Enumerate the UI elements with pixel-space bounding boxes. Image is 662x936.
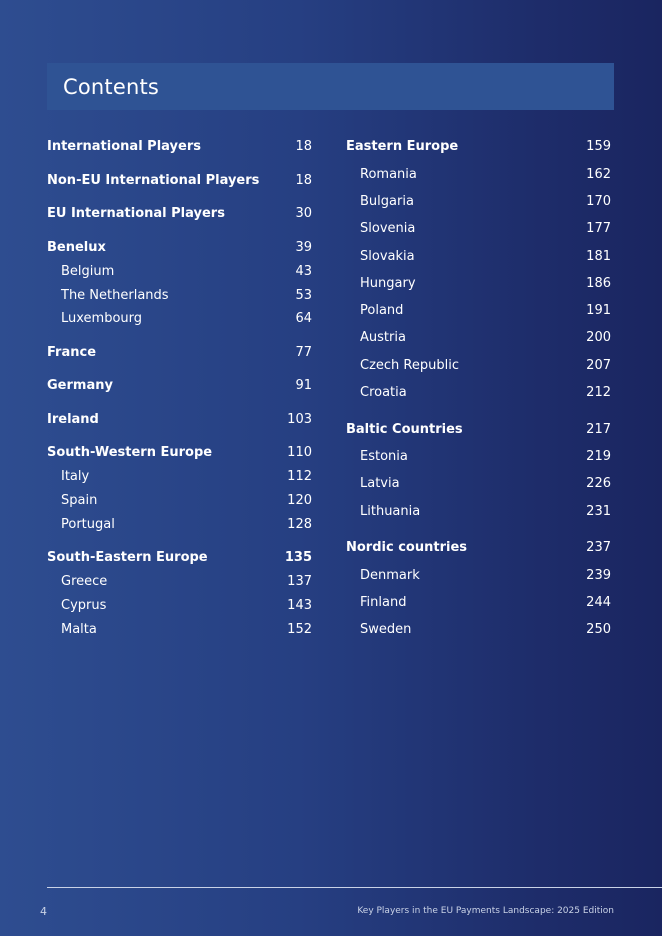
toc-label: Poland [360,302,404,318]
toc-subentry[interactable] [360,164,611,184]
toc-page: 43 [295,263,312,279]
toc-label: Eastern Europe [346,138,459,154]
footer-divider [47,887,662,888]
toc-subentry[interactable] [360,446,611,466]
toc-label: France [47,344,97,360]
toc-label: South-Western Europe [47,444,213,460]
toc-page: 112 [287,468,312,484]
toc-subentry[interactable] [360,382,611,402]
toc-subentry[interactable] [360,327,611,347]
toc-subentry[interactable] [360,300,611,320]
toc-page: 128 [287,516,312,532]
toc-label: South-Eastern Europe [47,549,208,565]
toc-page: 120 [287,492,312,508]
toc-page: 39 [295,239,312,255]
toc-entry[interactable] [346,537,611,557]
toc-page: 18 [295,138,312,154]
toc-label: Lithuania [360,503,421,519]
toc-page: 162 [586,166,611,182]
footer-publication-title: Key Players in the EU Payments Landscape: 2025 Edition [357,906,614,916]
toc-page: 135 [284,549,312,565]
toc-label: Romania [360,166,417,182]
toc-subentry[interactable] [360,473,611,493]
toc-label: Benelux [47,239,106,255]
toc-page: 177 [586,220,611,236]
toc-page: 219 [586,448,611,464]
toc-entry[interactable] [346,136,611,156]
toc-label: Portugal [61,516,115,532]
toc-label: Non-EU International Players [47,172,260,188]
toc-label: Baltic Countries [346,421,463,437]
toc-label: Croatia [360,384,407,400]
toc-label: International Players [47,138,201,154]
toc-page: 170 [586,193,611,209]
toc-subentry[interactable] [360,565,611,585]
toc-label: Austria [360,329,406,345]
toc-label: Nordic countries [346,539,467,555]
toc-label: Ireland [47,411,99,427]
toc-page: 137 [287,573,312,589]
toc-page: 191 [586,302,611,318]
toc-label: Slovenia [360,220,416,236]
toc-page: 110 [287,444,312,460]
toc-label: Greece [61,573,108,589]
toc-label: Czech Republic [360,357,459,373]
toc-page: 152 [287,621,312,637]
toc-page: 53 [295,287,312,303]
toc-label: Luxembourg [61,310,143,326]
toc-page: 64 [295,310,312,326]
toc-page: 226 [586,475,611,491]
toc-page: 250 [586,621,611,637]
toc-label: Latvia [360,475,400,491]
toc-subentry[interactable] [360,218,611,238]
toc-label: Bulgaria [360,193,414,209]
toc-page: 212 [586,384,611,400]
toc-page: 237 [586,539,611,555]
toc-label: Malta [61,621,97,637]
footer-page-number: 4 [40,905,47,918]
toc-label: Spain [61,492,98,508]
toc-page: 18 [295,172,312,188]
toc-page: 217 [586,421,611,437]
toc-page: 231 [586,503,611,519]
toc-label: Denmark [360,567,420,583]
toc-page: 244 [586,594,611,610]
toc-label: Finland [360,594,407,610]
toc-label: Slovakia [360,248,415,264]
toc-subentry[interactable] [360,619,611,639]
toc-page: 207 [586,357,611,373]
toc-subentry[interactable] [360,273,611,293]
toc-label: Italy [61,468,90,484]
toc-page: 30 [295,205,312,221]
toc-label: Cyprus [61,597,107,613]
toc-entry[interactable] [346,419,611,439]
toc-subentry[interactable] [360,246,611,266]
toc-page: 91 [295,377,312,393]
toc-label: EU International Players [47,205,225,221]
toc-page: 239 [586,567,611,583]
toc-label: Estonia [360,448,408,464]
toc-page: 143 [287,597,312,613]
toc-subentry[interactable] [360,191,611,211]
toc-page: 200 [586,329,611,345]
toc-label: Germany [47,377,113,393]
toc-page: 181 [586,248,611,264]
toc-subentry[interactable] [360,355,611,375]
toc-page: 186 [586,275,611,291]
page-title: Contents [63,74,160,99]
toc-page: 103 [287,411,312,427]
toc-label: The Netherlands [61,287,169,303]
toc-label: Belgium [61,263,115,279]
toc-subentry[interactable] [360,592,611,612]
toc-page: 159 [586,138,611,154]
toc-label: Hungary [360,275,416,291]
toc-subentry[interactable] [360,501,611,521]
toc-label: Sweden [360,621,412,637]
toc-page: 77 [295,344,312,360]
